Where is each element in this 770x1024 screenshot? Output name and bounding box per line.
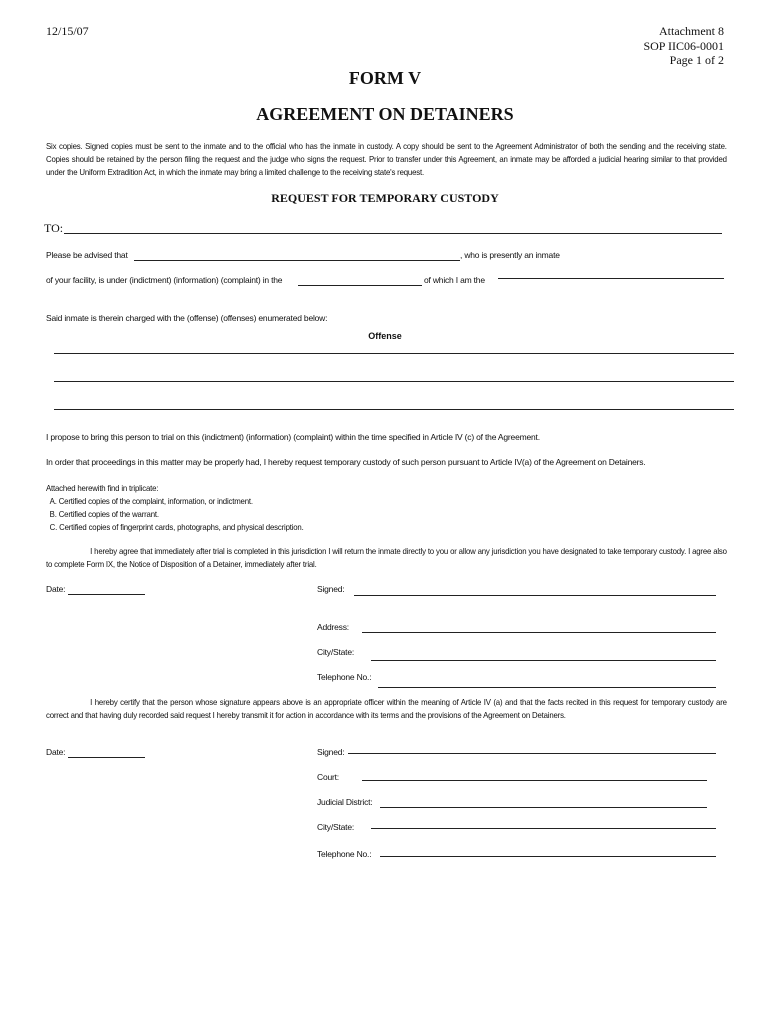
court-label: Court: <box>317 772 339 782</box>
to-field[interactable] <box>64 233 722 234</box>
to-label: TO: <box>44 221 64 235</box>
form-subtitle: AGREEMENT ON DETAINERS <box>256 104 514 124</box>
city-field-1[interactable] <box>371 660 716 661</box>
city-label-1: City/State: <box>317 647 355 657</box>
attachment-label: Attachment 8 <box>659 24 724 38</box>
address-field[interactable] <box>362 632 716 633</box>
district-field[interactable] <box>380 807 707 808</box>
date-label-1: Date: <box>46 584 66 594</box>
phone-field-1[interactable] <box>378 687 716 688</box>
attached-item: B. Certified copies of the warrant. <box>49 509 159 519</box>
phone-label-1: Telephone No.: <box>317 672 372 682</box>
charged-text: Said inmate is therein charged with the (offense) (offenses) enumerated below: <box>46 313 328 323</box>
city-field-2[interactable] <box>371 828 716 829</box>
offense-line-2[interactable] <box>54 381 734 382</box>
certify-paragraph: I hereby certify that the person whose signature appears above is an appropriate officer within the meaning of Article IV (a) and that the facts recited in this request for temporary custody are correct and that having duly recorded said request I hereby transmit it for action in accordance with its terms and the provisions of the Agreement on Detainers. <box>46 697 727 720</box>
facility-prefix: of your facility, is under (indictment) (information) (complaint) in the <box>46 275 283 285</box>
advised-suffix: , who is presently an inmate <box>460 250 560 260</box>
propose-text: I propose to bring this person to trial on this (indictment) (information) (complaint) within the time specified in Article IV (c) of the Agreement. <box>46 432 540 442</box>
facility-suffix: of which I am the <box>424 275 485 285</box>
attached-item: C. Certified copies of fingerprint cards, photographs, and physical description. <box>49 522 304 532</box>
sop-number: SOP IIC06-0001 <box>643 38 724 53</box>
court-field[interactable] <box>298 285 422 286</box>
title-field[interactable] <box>498 278 724 279</box>
signed-field-2[interactable] <box>348 753 716 754</box>
court-name-field[interactable] <box>362 780 707 781</box>
attached-title: Attached herewith find in triplicate: <box>46 483 159 493</box>
header-reference <box>643 24 724 68</box>
signed-label-1: Signed: <box>317 584 345 594</box>
inmate-name-field[interactable] <box>134 260 460 261</box>
page-number: Page 1 of 2 <box>669 53 724 67</box>
offense-line-3[interactable] <box>54 409 734 410</box>
signed-label-2: Signed: <box>317 747 345 757</box>
date-field-2[interactable] <box>68 757 145 758</box>
phone-label-2: Telephone No.: <box>317 849 372 859</box>
offense-header: Offense <box>368 331 402 341</box>
offense-line-1[interactable] <box>54 353 734 354</box>
attached-item: A. Certified copies of the complaint, information, or indictment. <box>49 496 253 506</box>
form-title: FORM V <box>348 68 422 88</box>
phone-field-2[interactable] <box>380 856 716 857</box>
signed-field-1[interactable] <box>354 595 716 596</box>
attached-list <box>46 482 304 534</box>
request-text: In order that proceedings in this matter may be properly had, I hereby request temporary custody of such person pursuant to Article IV(a) of the Agreement on Detainers. <box>46 457 646 467</box>
intro-paragraph: Six copies. Signed copies must be sent to the inmate and to the official who has the inmate in custody. A copy should be sent to the Agreement Administrator of both the sending and the receiving state. Copies should be retained by the person filing the request and the judge who signs the request. Prior to transfer under this Agreement, an inmate may be afforded a judicial hearing similar to that provided under the Uniform Extradition Act, in which the inmate may bring a limited challenge to the receiving state's request. <box>46 141 727 177</box>
header-date: 12/15/07 <box>46 24 89 38</box>
advised-prefix: Please be advised that <box>46 250 128 260</box>
section-title: REQUEST FOR TEMPORARY CUSTODY <box>271 191 499 205</box>
address-label: Address: <box>317 622 349 632</box>
date-label-2: Date: <box>46 747 66 757</box>
district-label: Judicial District: <box>317 797 373 807</box>
date-field-1[interactable] <box>68 594 145 595</box>
agree-paragraph: I hereby agree that immediately after trial is completed in this jurisdiction I will return the inmate directly to you or allow any jurisdiction you have designated to take temporary custody. I agree also to complete Form IX, the Notice of Disposition of a Detainer, immediately after trial. <box>46 546 727 569</box>
city-label-2: City/State: <box>317 822 355 832</box>
